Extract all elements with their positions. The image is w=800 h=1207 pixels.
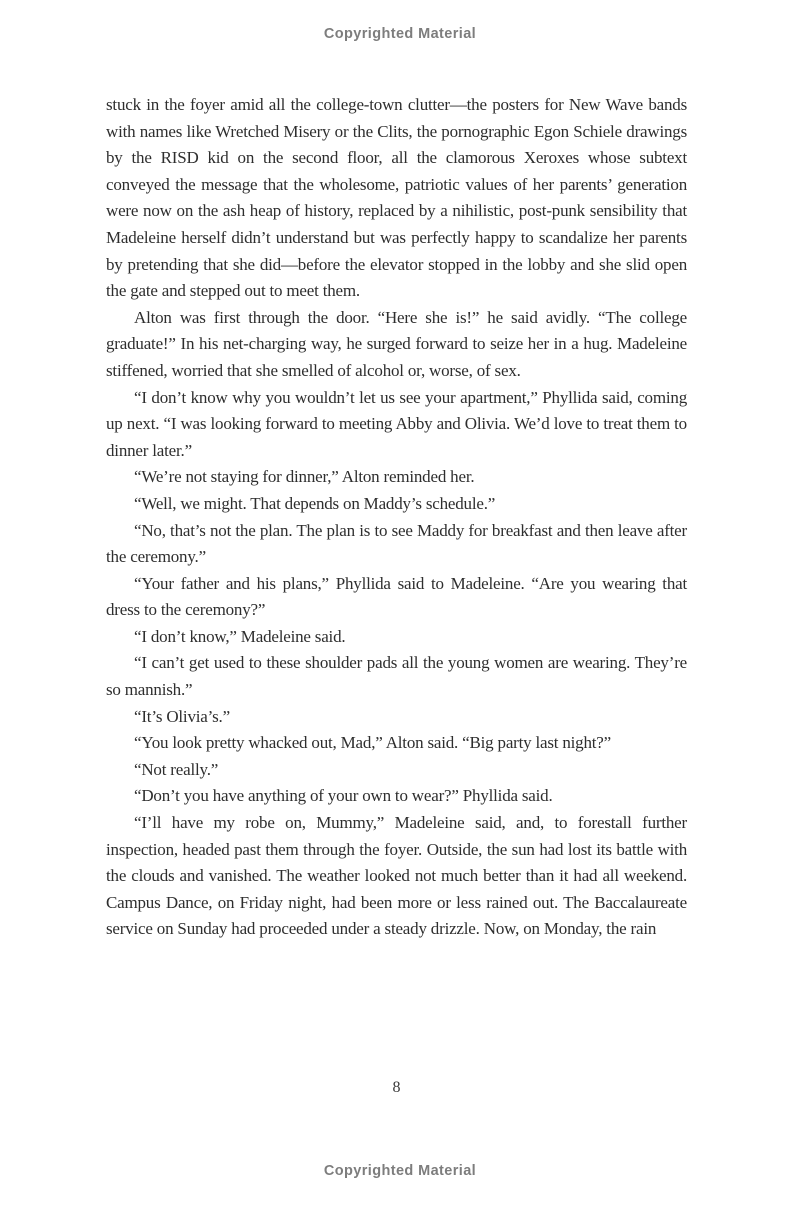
paragraph: “Your father and his plans,” Phyllida said to Madeleine. “Are you wearing that dress to the ceremony?”: [106, 573, 687, 620]
page-text-block: [106, 92, 687, 943]
paragraph: “Not really.”: [134, 759, 219, 779]
paragraph: “Well, we might. That depends on Maddy’s schedule.”: [134, 493, 496, 513]
copyright-notice-top: Copyrighted Material: [323, 26, 477, 42]
paragraph: “Don’t you have anything of your own to wear?” Phyllida said.: [134, 786, 553, 806]
copyright-notice-bottom: Copyrighted Material: [323, 1163, 477, 1179]
paragraph: “I can’t get used to these shoulder pads all the young women are wearing. They’re so mannish.”: [106, 653, 687, 700]
paragraph: “I’ll have my robe on, Mummy,” Madeleine said, and, to forestall further inspection, headed past them through the foyer. Outside, the sun had lost its battle with the clouds and vanished. The weather looked not much better than it had all weekend. Campus Dance, on Friday night, had been more or less rained out. The Baccalaureate service on Sunday had proceeded under a steady drizzle. Now, on Monday, the rain: [106, 813, 687, 939]
paragraph: “You look pretty whacked out, Mad,” Alton said. “Big party last night?”: [134, 733, 611, 753]
page-number: 8: [392, 1079, 401, 1096]
paragraph: “It’s Olivia’s.”: [134, 706, 230, 726]
paragraph: “No, that’s not the plan. The plan is to see Maddy for breakfast and then leave after the ceremony.”: [106, 520, 687, 567]
paragraph: “I don’t know,” Madeleine said.: [134, 626, 346, 646]
paragraph: “We’re not staying for dinner,” Alton reminded her.: [134, 467, 475, 487]
paragraph: Alton was first through the door. “Here she is!” he said avidly. “The college graduate!” In his net-charging way, he surged forward to seize her in a hug. Madeleine stiffened, worried that she smelled of alcohol or, worse, of sex.: [106, 307, 687, 380]
paragraph: stuck in the foyer amid all the college-town clutter—the posters for New Wave bands with names like Wretched Misery or the Clits, the pornographic Egon Schiele drawings by the RISD kid on the second floor, all the clamorous Xeroxes whose subtext conveyed the message that the wholesome, patriotic values of her parents’ generation were now on the ash heap of history, replaced by a nihilistic, post-punk sensibility that Madeleine herself didn’t understand but was perfectly happy to scandalize her parents by pretending that she did—before the elevator stopped in the lobby and she slid open the gate and stepped out to meet them.: [106, 95, 687, 301]
paragraph: “I don’t know why you wouldn’t let us see your apartment,” Phyllida said, coming up next. “I was looking forward to meeting Abby and Olivia. We’d love to treat them to dinner later.”: [106, 387, 687, 460]
